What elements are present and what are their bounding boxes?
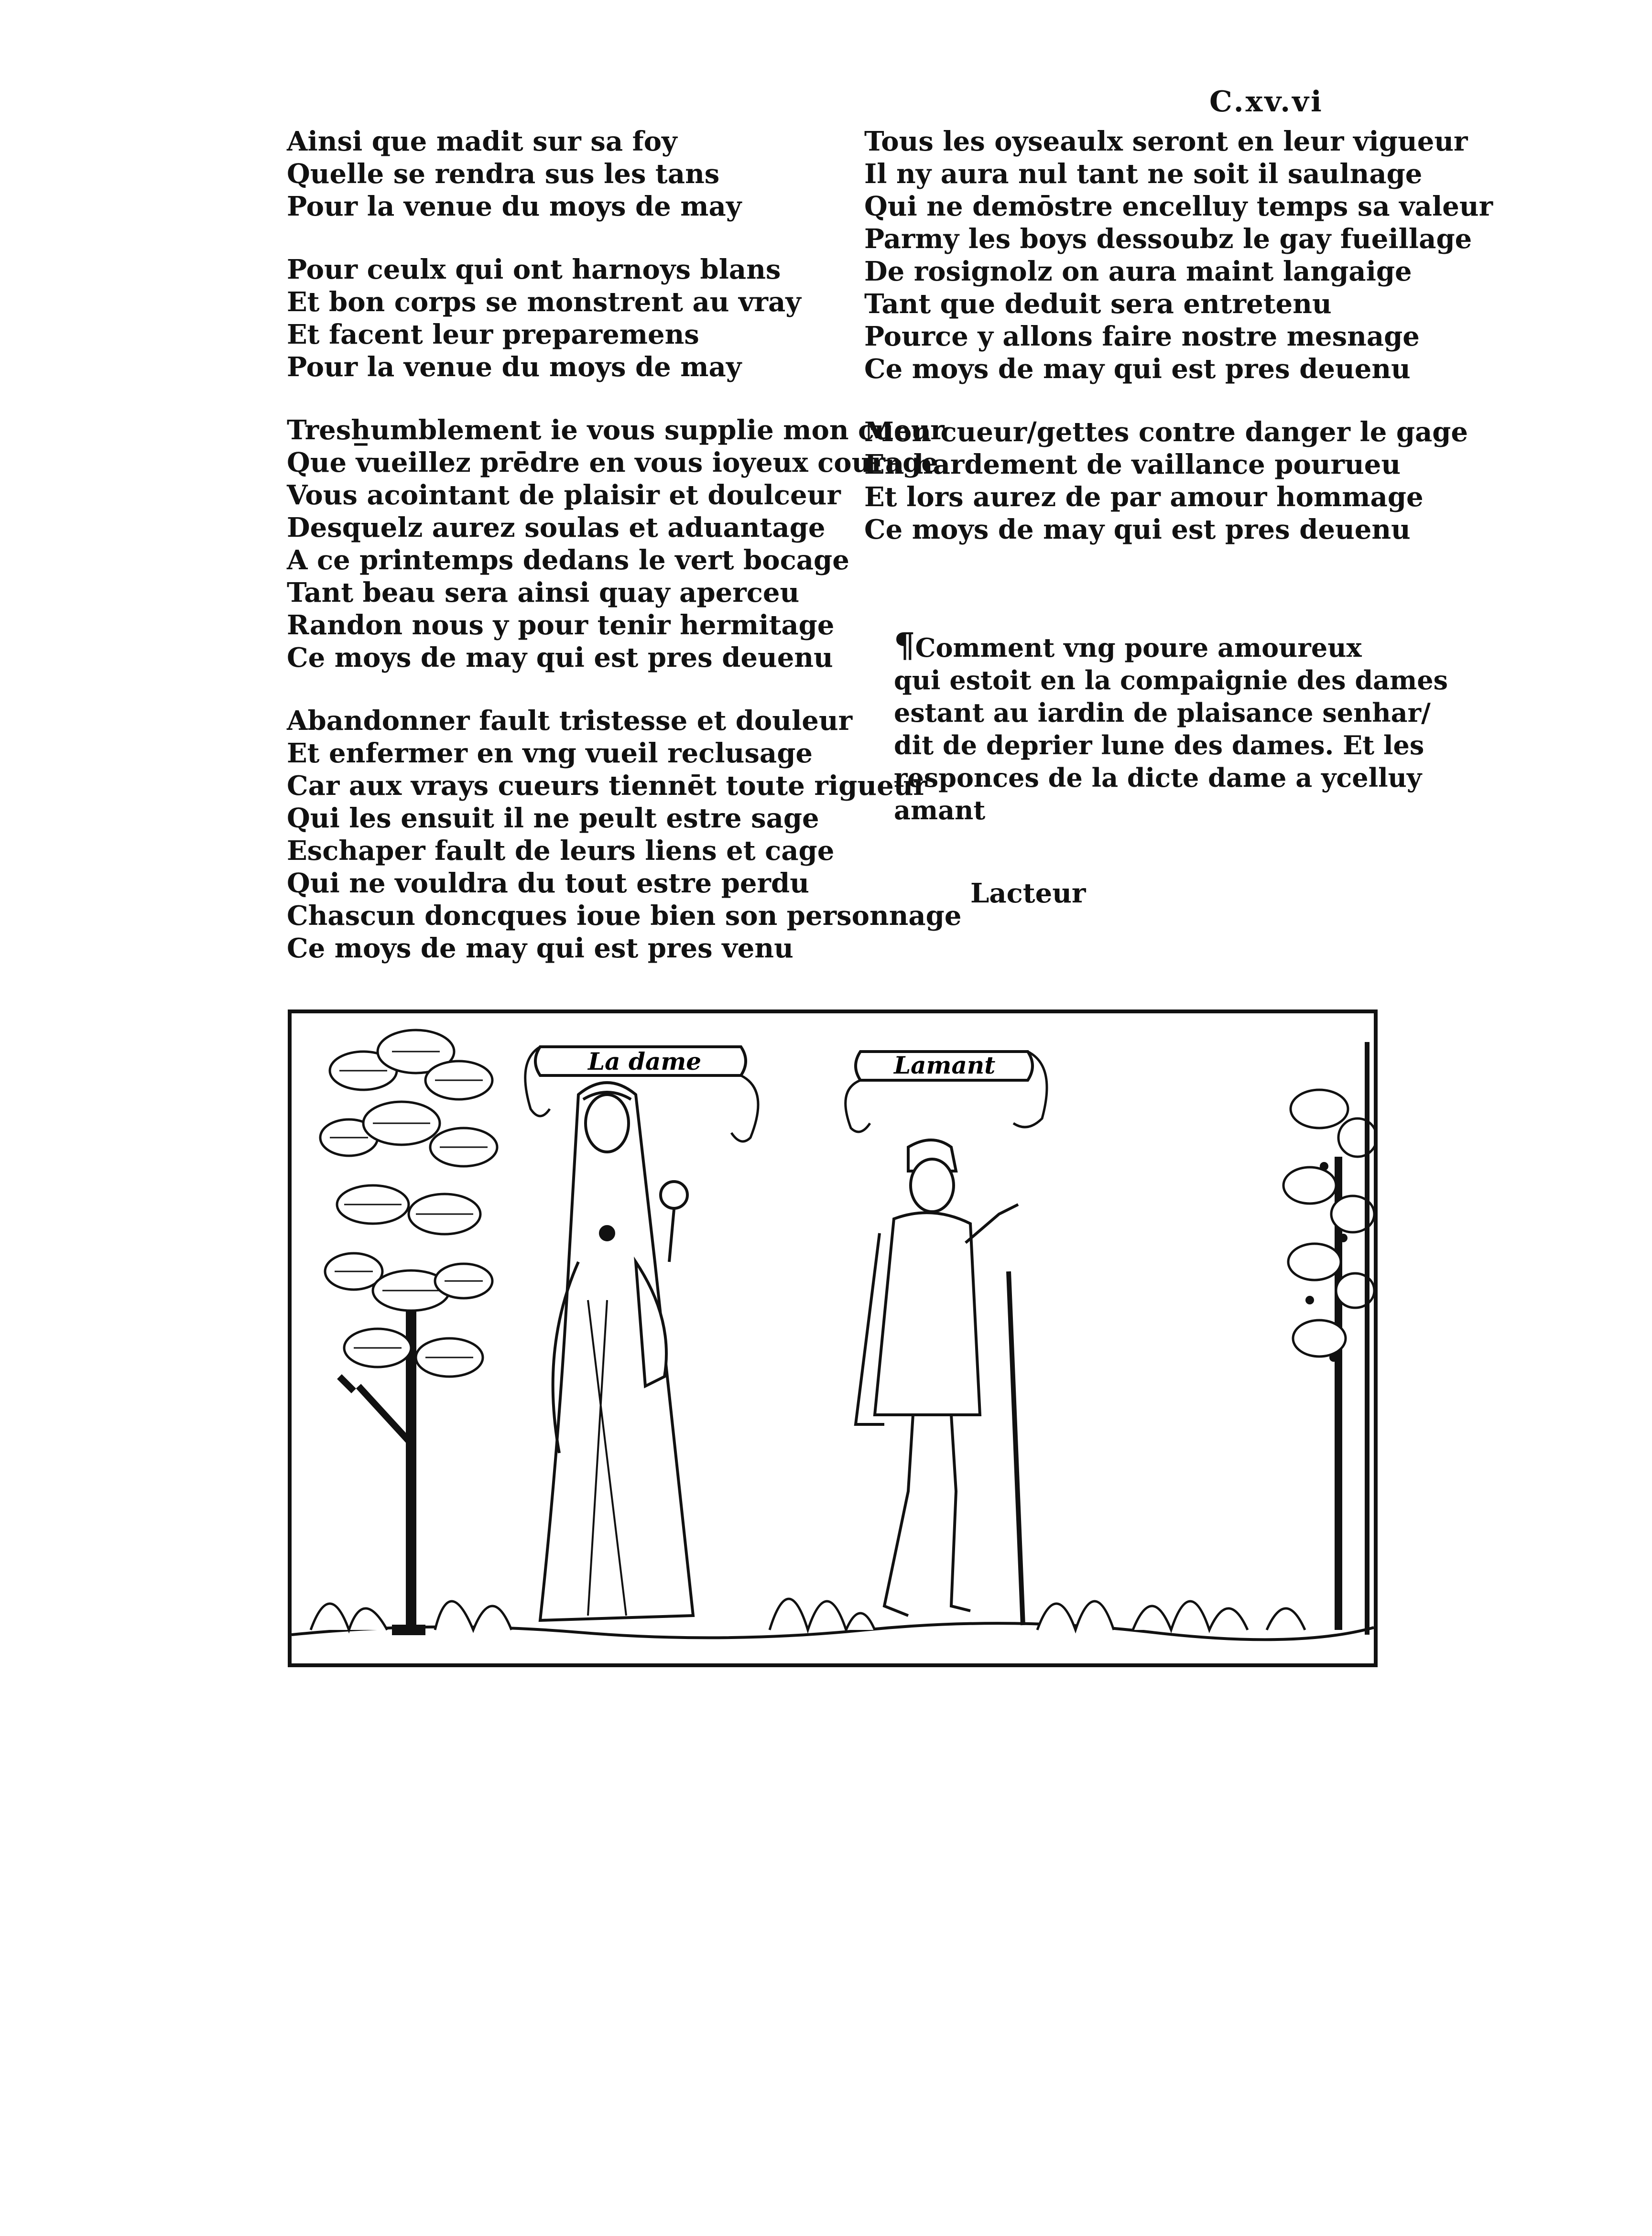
verse-line: Vous acointant de plaisir et doulceur (287, 479, 841, 511)
verse-line: Et lors aurez de par amour hommage (864, 481, 1424, 513)
right-verse-column (864, 125, 1493, 576)
verse-line: Abandonner fault tristesse et douleur (287, 705, 853, 737)
rubric-line: Comment vng poure amoureux (915, 632, 1362, 663)
stanza (287, 253, 961, 383)
rubric-line: responces de la dicte dame a ycelluy (894, 762, 1422, 793)
verse-line: Ce moys de may qui est pres venu (287, 933, 793, 964)
woodcut-drawing (292, 1013, 1374, 1663)
pilcrow-mark: ¶ (894, 625, 915, 665)
verse-line: Pour la venue du moys de may (287, 351, 742, 383)
verse-line: Qui les ensuit il ne peult estre sage (287, 803, 819, 834)
ground-plants-illustration (311, 1599, 1305, 1630)
verse-line: Qui ne demōstre encelluy temps sa valeur (864, 191, 1493, 222)
man-figure-illustration (856, 1140, 1023, 1625)
verse-line: Ce moys de may qui est pres deuenu (864, 514, 1411, 545)
verse-line: Mon cueur/gettes contre danger le gage (864, 416, 1468, 448)
verse-line: Et enfermer en vng vueil reclusage (287, 738, 813, 769)
lady-figure-illustration (540, 1083, 693, 1620)
verse-line: Ainsi que madit sur sa foy (287, 126, 677, 157)
verse-line: A ce printemps dedans le vert bocage (287, 544, 849, 576)
verse-line: Ce moys de may qui est pres deuenu (287, 642, 833, 673)
banner-lady (525, 1047, 758, 1141)
verse-line: Ce moys de may qui est pres deuenu (864, 353, 1411, 385)
banner-man (846, 1051, 1047, 1132)
tree-left-illustration (320, 1030, 497, 1630)
folio-number: C.xv.vi (1209, 85, 1324, 119)
rubric-line: dit de deprier lune des dames. Et les (894, 730, 1424, 760)
verse-line: Chascun doncques ioue bien son personnage (287, 900, 962, 932)
stanza (287, 705, 961, 965)
stanza (864, 125, 1493, 385)
verse-line: Quelle se rendra sus les tans (287, 158, 720, 190)
verse-line: Randon nous y pour tenir hermitage (287, 609, 835, 641)
verse-line: Tant beau sera ainsi quay aperceu (287, 577, 800, 608)
banner-lady-label: La dame (588, 1047, 702, 1075)
verse-line: Il ny aura nul tant ne soit il saulnage (864, 158, 1423, 190)
verse-line: Pour la venue du moys de may (287, 191, 742, 222)
verse-line: Eschaper fault de leurs liens et cage (287, 835, 835, 867)
woodcut-illustration (288, 1009, 1378, 1667)
verse-line: Et bon corps se monstrent au vray (287, 286, 801, 318)
verse-line: Qui ne vouldra du tout estre perdu (287, 868, 809, 899)
banner-man-label: Lamant (894, 1051, 996, 1079)
rubric-line: amant (894, 795, 986, 825)
verse-line: Pour ceulx qui ont harnoys blans (287, 254, 781, 285)
verse-line: Desquelz aurez soulas et aduantage (287, 512, 826, 543)
stanza (864, 416, 1493, 546)
left-verse-column (287, 125, 961, 995)
rubric-line: estant au iardin de plaisance senhar/ (894, 697, 1431, 728)
tree-right-illustration (1283, 1042, 1374, 1635)
verse-line: En hardement de vaillance pourueu (864, 449, 1401, 480)
speaker-label: Lacteur (970, 878, 1086, 909)
stanza (287, 125, 961, 223)
verse-line: Tous les oyseaulx seront en leur vigueur (864, 126, 1468, 157)
verse-line: Car aux vrays cueurs tiennēt toute rigueur (287, 770, 927, 802)
stanza (287, 414, 961, 674)
verse-line: Tresh̲umblement ie vous supplie mon cueur (287, 414, 945, 446)
verse-line: Que vueillez prēdre en vous ioyeux courage (287, 447, 938, 478)
rubric-line: qui estoit en la compaignie des dames (894, 665, 1448, 695)
rubric-heading (894, 625, 1448, 826)
verse-line: Pource y allons faire nostre mesnage (864, 321, 1420, 352)
verse-line: Tant que deduit sera entretenu (864, 288, 1332, 320)
verse-line: Parmy les boys dessoubz le gay fueillage (864, 223, 1472, 255)
verse-line: De rosignolz on aura maint langaige (864, 256, 1412, 287)
verse-line: Et facent leur preparemens (287, 319, 699, 350)
